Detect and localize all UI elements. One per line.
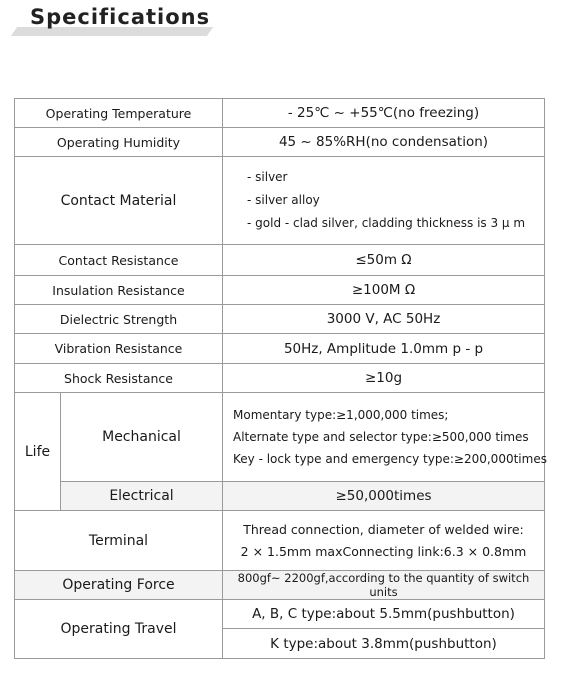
list-item: - gold - clad silver, cladding thickness is 3 μ m (247, 216, 526, 230)
insulation-resistance-label: Insulation Resistance (15, 276, 223, 305)
contact-resistance-value: ≤50m Ω (223, 245, 545, 276)
operating-temperature-value: - 25℃ ~ +55℃(no freezing) (223, 99, 545, 128)
operating-travel-value-k: K type:about 3.8mm(pushbutton) (223, 629, 545, 659)
operating-travel-label: Operating Travel (15, 600, 223, 659)
specifications-table (14, 98, 545, 659)
dielectric-strength-value: 3000 V, AC 50Hz (223, 305, 545, 334)
page-title: Specifications (30, 5, 211, 29)
terminal-list (223, 511, 545, 571)
terminal-label: Terminal (15, 511, 223, 571)
contact-resistance-label: Contact Resistance (15, 245, 223, 276)
vibration-resistance-label: Vibration Resistance (15, 334, 223, 364)
shock-resistance-value: ≥10g (223, 364, 545, 393)
operating-temperature-label: Operating Temperature (15, 99, 223, 128)
list-item: - silver (247, 170, 288, 184)
life-label: Life (15, 393, 61, 511)
list-item: Alternate type and selector type:≥500,000 times (233, 430, 529, 444)
table-row (15, 600, 545, 629)
vibration-resistance-value: 50Hz, Amplitude 1.0mm p - p (223, 334, 545, 364)
table-row (15, 571, 545, 600)
table-row (15, 334, 545, 364)
section-header (0, 0, 567, 44)
dielectric-strength-label: Dielectric Strength (15, 305, 223, 334)
list-item: Key - lock type and emergency type:≥200,000times (233, 452, 547, 466)
table-row (15, 364, 545, 393)
table-row (15, 128, 545, 157)
operating-humidity-label: Operating Humidity (15, 128, 223, 157)
table-row (15, 511, 545, 571)
contact-material-label: Contact Material (15, 157, 223, 245)
table-row (15, 245, 545, 276)
table-row (15, 305, 545, 334)
table-row (15, 157, 545, 245)
shock-resistance-label: Shock Resistance (15, 364, 223, 393)
list-item: 2 × 1.5mm maxConnecting link:6.3 × 0.8mm (240, 543, 527, 559)
list-item: - silver alloy (247, 193, 320, 207)
electrical-value: ≥50,000times (223, 482, 545, 511)
list-item: Momentary type:≥1,000,000 times; (233, 408, 449, 422)
electrical-label: Electrical (61, 482, 223, 511)
mechanical-label: Mechanical (61, 393, 223, 482)
operating-force-value: 800gf~ 2200gf,according to the quantity of switch units (223, 571, 545, 600)
insulation-resistance-value: ≥100M Ω (223, 276, 545, 305)
table-row (15, 393, 545, 482)
operating-humidity-value: 45 ~ 85%RH(no condensation) (223, 128, 545, 157)
table-row (15, 482, 545, 511)
table-row (15, 99, 545, 128)
contact-material-list (223, 157, 545, 245)
list-item: Thread connection, diameter of welded wire: (243, 521, 524, 537)
table-row (15, 276, 545, 305)
operating-force-label: Operating Force (15, 571, 223, 600)
mechanical-list (223, 393, 545, 482)
operating-travel-value-abc: A, B, C type:about 5.5mm(pushbutton) (223, 600, 545, 629)
